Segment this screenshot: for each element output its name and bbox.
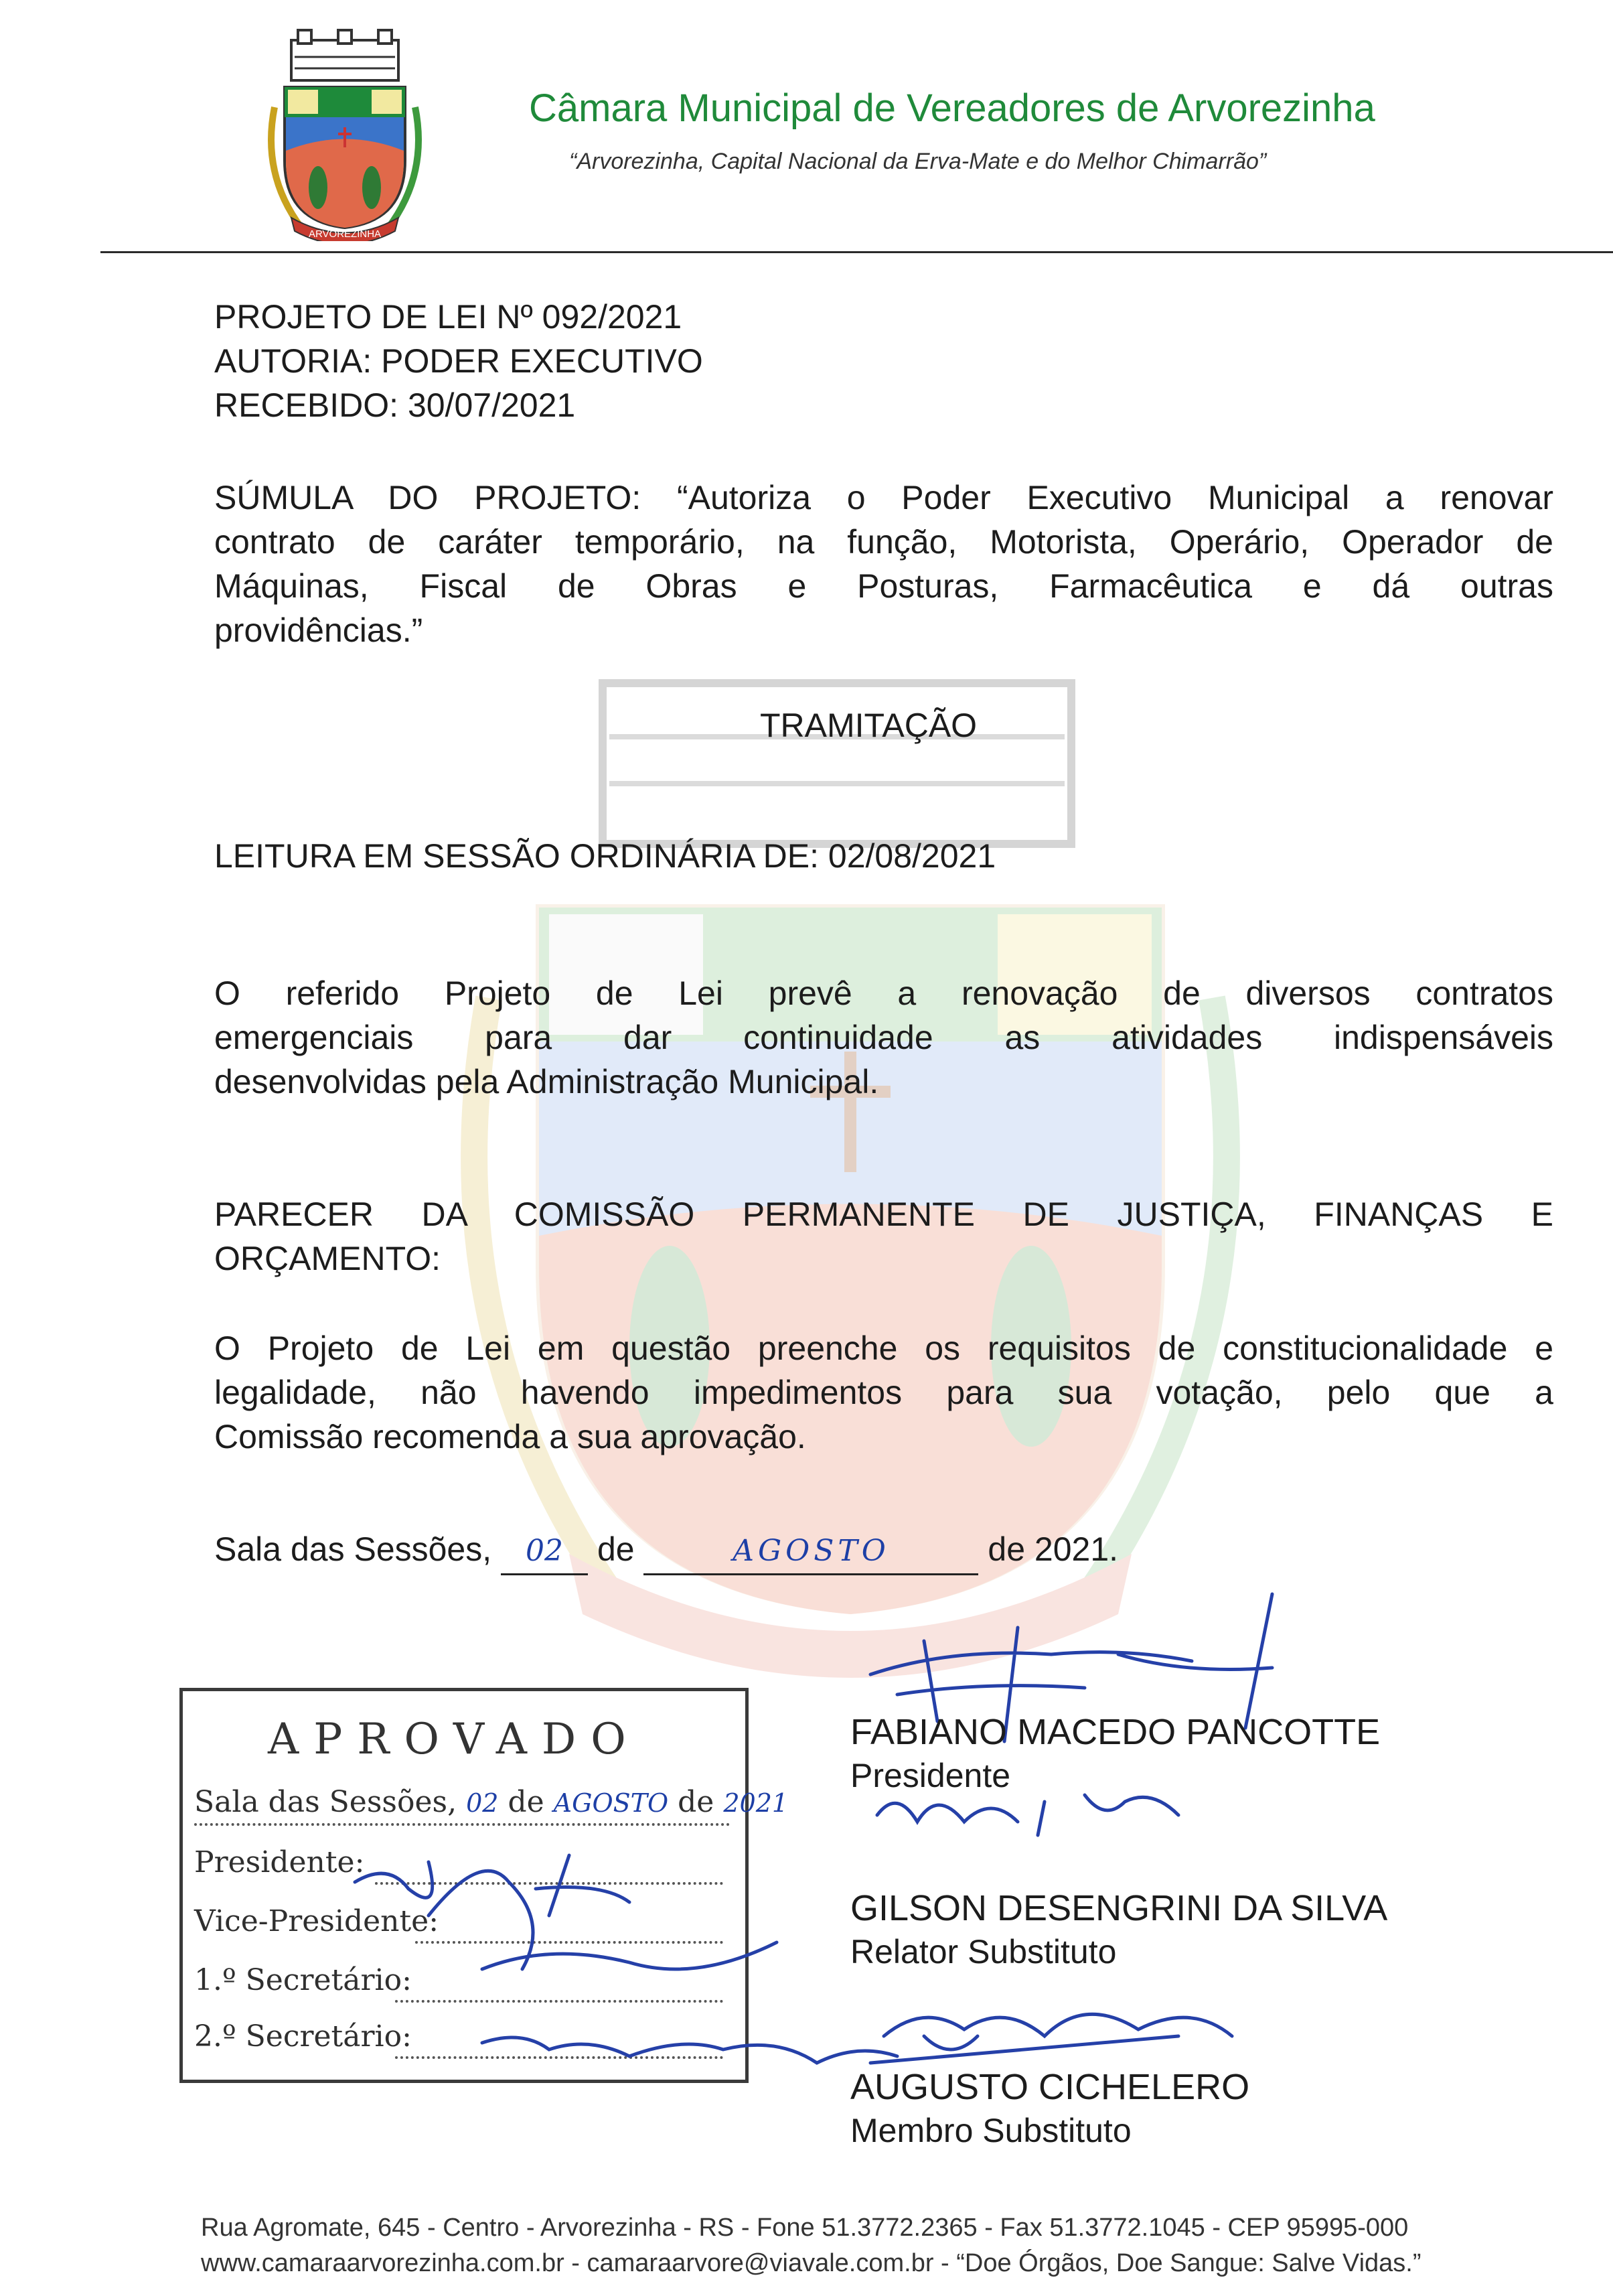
opinion-heading-line-2: ORÇAMENTO: xyxy=(214,1240,441,1277)
signatory-3-name: AUGUSTO CICHELERO xyxy=(850,2067,1250,2107)
session-date-month: AGOSTO xyxy=(643,1529,978,1575)
session-date-prefix: Sala das Sessões, xyxy=(214,1530,492,1568)
stamp-sala-de2: de xyxy=(678,1785,714,1819)
session-date-day: 02 xyxy=(501,1529,588,1575)
project-received: RECEBIDO: 30/07/2021 xyxy=(214,386,576,424)
opinion-line-2: legalidade, não havendo impedimentos para sua votação, pelo que a xyxy=(214,1374,1553,1411)
stamp-sala-de: de xyxy=(508,1785,544,1819)
stamp-sec2-label: 2.º Secretário: xyxy=(194,2019,412,2054)
tramitacao-heading: TRAMITAÇÃO xyxy=(760,707,978,744)
opinion-heading-line-1: PARECER DA COMISSÃO PERMANENTE DE JUSTIÇA, FINANÇAS E xyxy=(214,1196,1553,1233)
session-date-de: de xyxy=(597,1530,635,1568)
description-line-1: O referido Projeto de Lei prevê a renovação de diversos contratos xyxy=(214,975,1553,1012)
signatory-1-role: Presidente xyxy=(850,1757,1011,1794)
signatory-2-role: Relator Substituto xyxy=(850,1933,1117,1970)
stamp-title: APROVADO xyxy=(268,1715,641,1764)
handwritten-signatures xyxy=(348,1567,1419,2090)
description-line-2: emergenciais para dar continuidade as atividades indispensáveis xyxy=(214,1019,1553,1056)
motto: “Arvorezinha, Capital Nacional da Erva-Mate e do Melhor Chimarrão” xyxy=(569,149,1267,174)
stamp-sec1-label: 1.º Secretário: xyxy=(194,1963,412,1997)
summary-line-4: providências.” xyxy=(214,612,423,649)
header-divider xyxy=(100,251,1613,253)
signatory-3-role: Membro Substituto xyxy=(850,2112,1132,2149)
stamp-sala-year: 2021 xyxy=(723,1788,789,1818)
project-number: PROJETO DE LEI Nº 092/2021 xyxy=(214,298,682,336)
stamp-presidente-label: Presidente: xyxy=(194,1845,365,1879)
municipal-crest-logo xyxy=(261,27,429,241)
description-line-3: desenvolvidas pela Administração Municipal. xyxy=(214,1063,879,1100)
reading-session-line: LEITURA EM SESSÃO ORDINÁRIA DE: 02/08/2021 xyxy=(214,837,996,875)
stamp-vice-label: Vice-Presidente: xyxy=(194,1904,439,1938)
stamp-sala-month: AGOSTO xyxy=(553,1788,669,1818)
stamp-sala-label: Sala das Sessões, xyxy=(194,1785,457,1819)
signatory-1-name: FABIANO MACEDO PANCOTTE xyxy=(850,1712,1381,1752)
summary-line-1: SÚMULA DO PROJETO: “Autoriza o Poder Executivo Municipal a renovar xyxy=(214,479,1553,516)
footer-contacts: www.camaraarvorezinha.com.br - camaraarvore@viavale.com.br - “Doe Órgãos, Doe Sangue: Salve Vidas.” xyxy=(201,2249,1422,2277)
project-author: AUTORIA: PODER EXECUTIVO xyxy=(214,342,703,380)
signatory-2-name: GILSON DESENGRINI DA SILVA xyxy=(850,1888,1388,1928)
session-date-suffix: de 2021. xyxy=(988,1530,1119,1568)
stamp-sala-day: 02 xyxy=(466,1788,499,1818)
summary-line-2: contrato de caráter temporário, na função, Motorista, Operário, Operador de xyxy=(214,523,1553,561)
opinion-line-3: Comissão recomenda a sua aprovação. xyxy=(214,1418,806,1455)
footer-address: Rua Agromate, 645 - Centro - Arvorezinha - RS - Fone 51.3772.2365 - Fax 51.3772.1045 - CEP 95995-000 xyxy=(201,2214,1409,2242)
opinion-line-1: O Projeto de Lei em questão preenche os requisitos de constitucionalidade e xyxy=(214,1330,1553,1367)
summary-line-3: Máquinas, Fiscal de Obras e Posturas, Farmacêutica e dá outras xyxy=(214,567,1553,605)
org-name: Câmara Municipal de Vereadores de Arvorezinha xyxy=(529,86,1375,130)
crest-banner-text: ARVOREZINHA xyxy=(308,228,382,240)
